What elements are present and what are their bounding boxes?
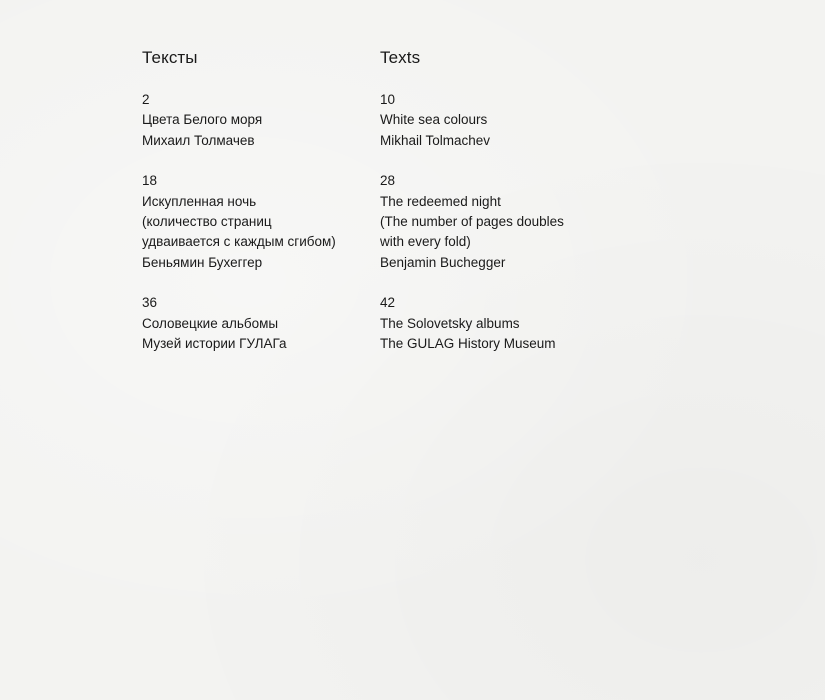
entry-subtitle: (The number of pages doubles [380,214,564,230]
entry-author: Беньямин Бухеггер [142,254,263,270]
entry-author: Музей истории ГУЛАГа [142,336,287,352]
entry-page-number: 36 [142,295,158,311]
contents-entry [142,90,382,151]
entry-title: Соловецкие альбомы [142,315,279,331]
entry-author: Mikhail Tolmachev [380,132,491,148]
contents-column-russian [142,48,382,374]
entry-title: Цвета Белого моря [142,112,263,128]
entry-title: White sea colours [380,112,488,128]
entry-page-number: 10 [380,92,396,107]
entry-subtitle: with every fold) [380,234,471,250]
entry-subtitle: удваивается с каждым сгибом) [142,234,336,250]
entry-author: Михаил Толмачев [142,132,255,148]
entry-title: Искупленная ночь [142,193,257,209]
contents-entry [380,171,640,273]
contents-entry [380,293,640,354]
entry-page-number: 28 [380,173,396,189]
contents-heading-russian: Тексты [142,48,198,67]
contents-entry [380,90,640,151]
contents-column-english [380,48,640,374]
contents-entry [142,293,382,354]
entry-page-number: 18 [142,173,158,189]
contents-entry [142,171,382,273]
entry-page-number: 42 [380,295,396,311]
entry-page-number: 2 [142,92,150,107]
entry-author: The GULAG History Museum [380,336,556,352]
entry-title: The Solovetsky albums [380,315,520,331]
entry-subtitle: (количество страниц [142,214,272,230]
entry-author: Benjamin Buchegger [380,254,506,270]
contents-heading-english: Texts [380,48,421,67]
entry-title: The redeemed night [380,193,501,209]
